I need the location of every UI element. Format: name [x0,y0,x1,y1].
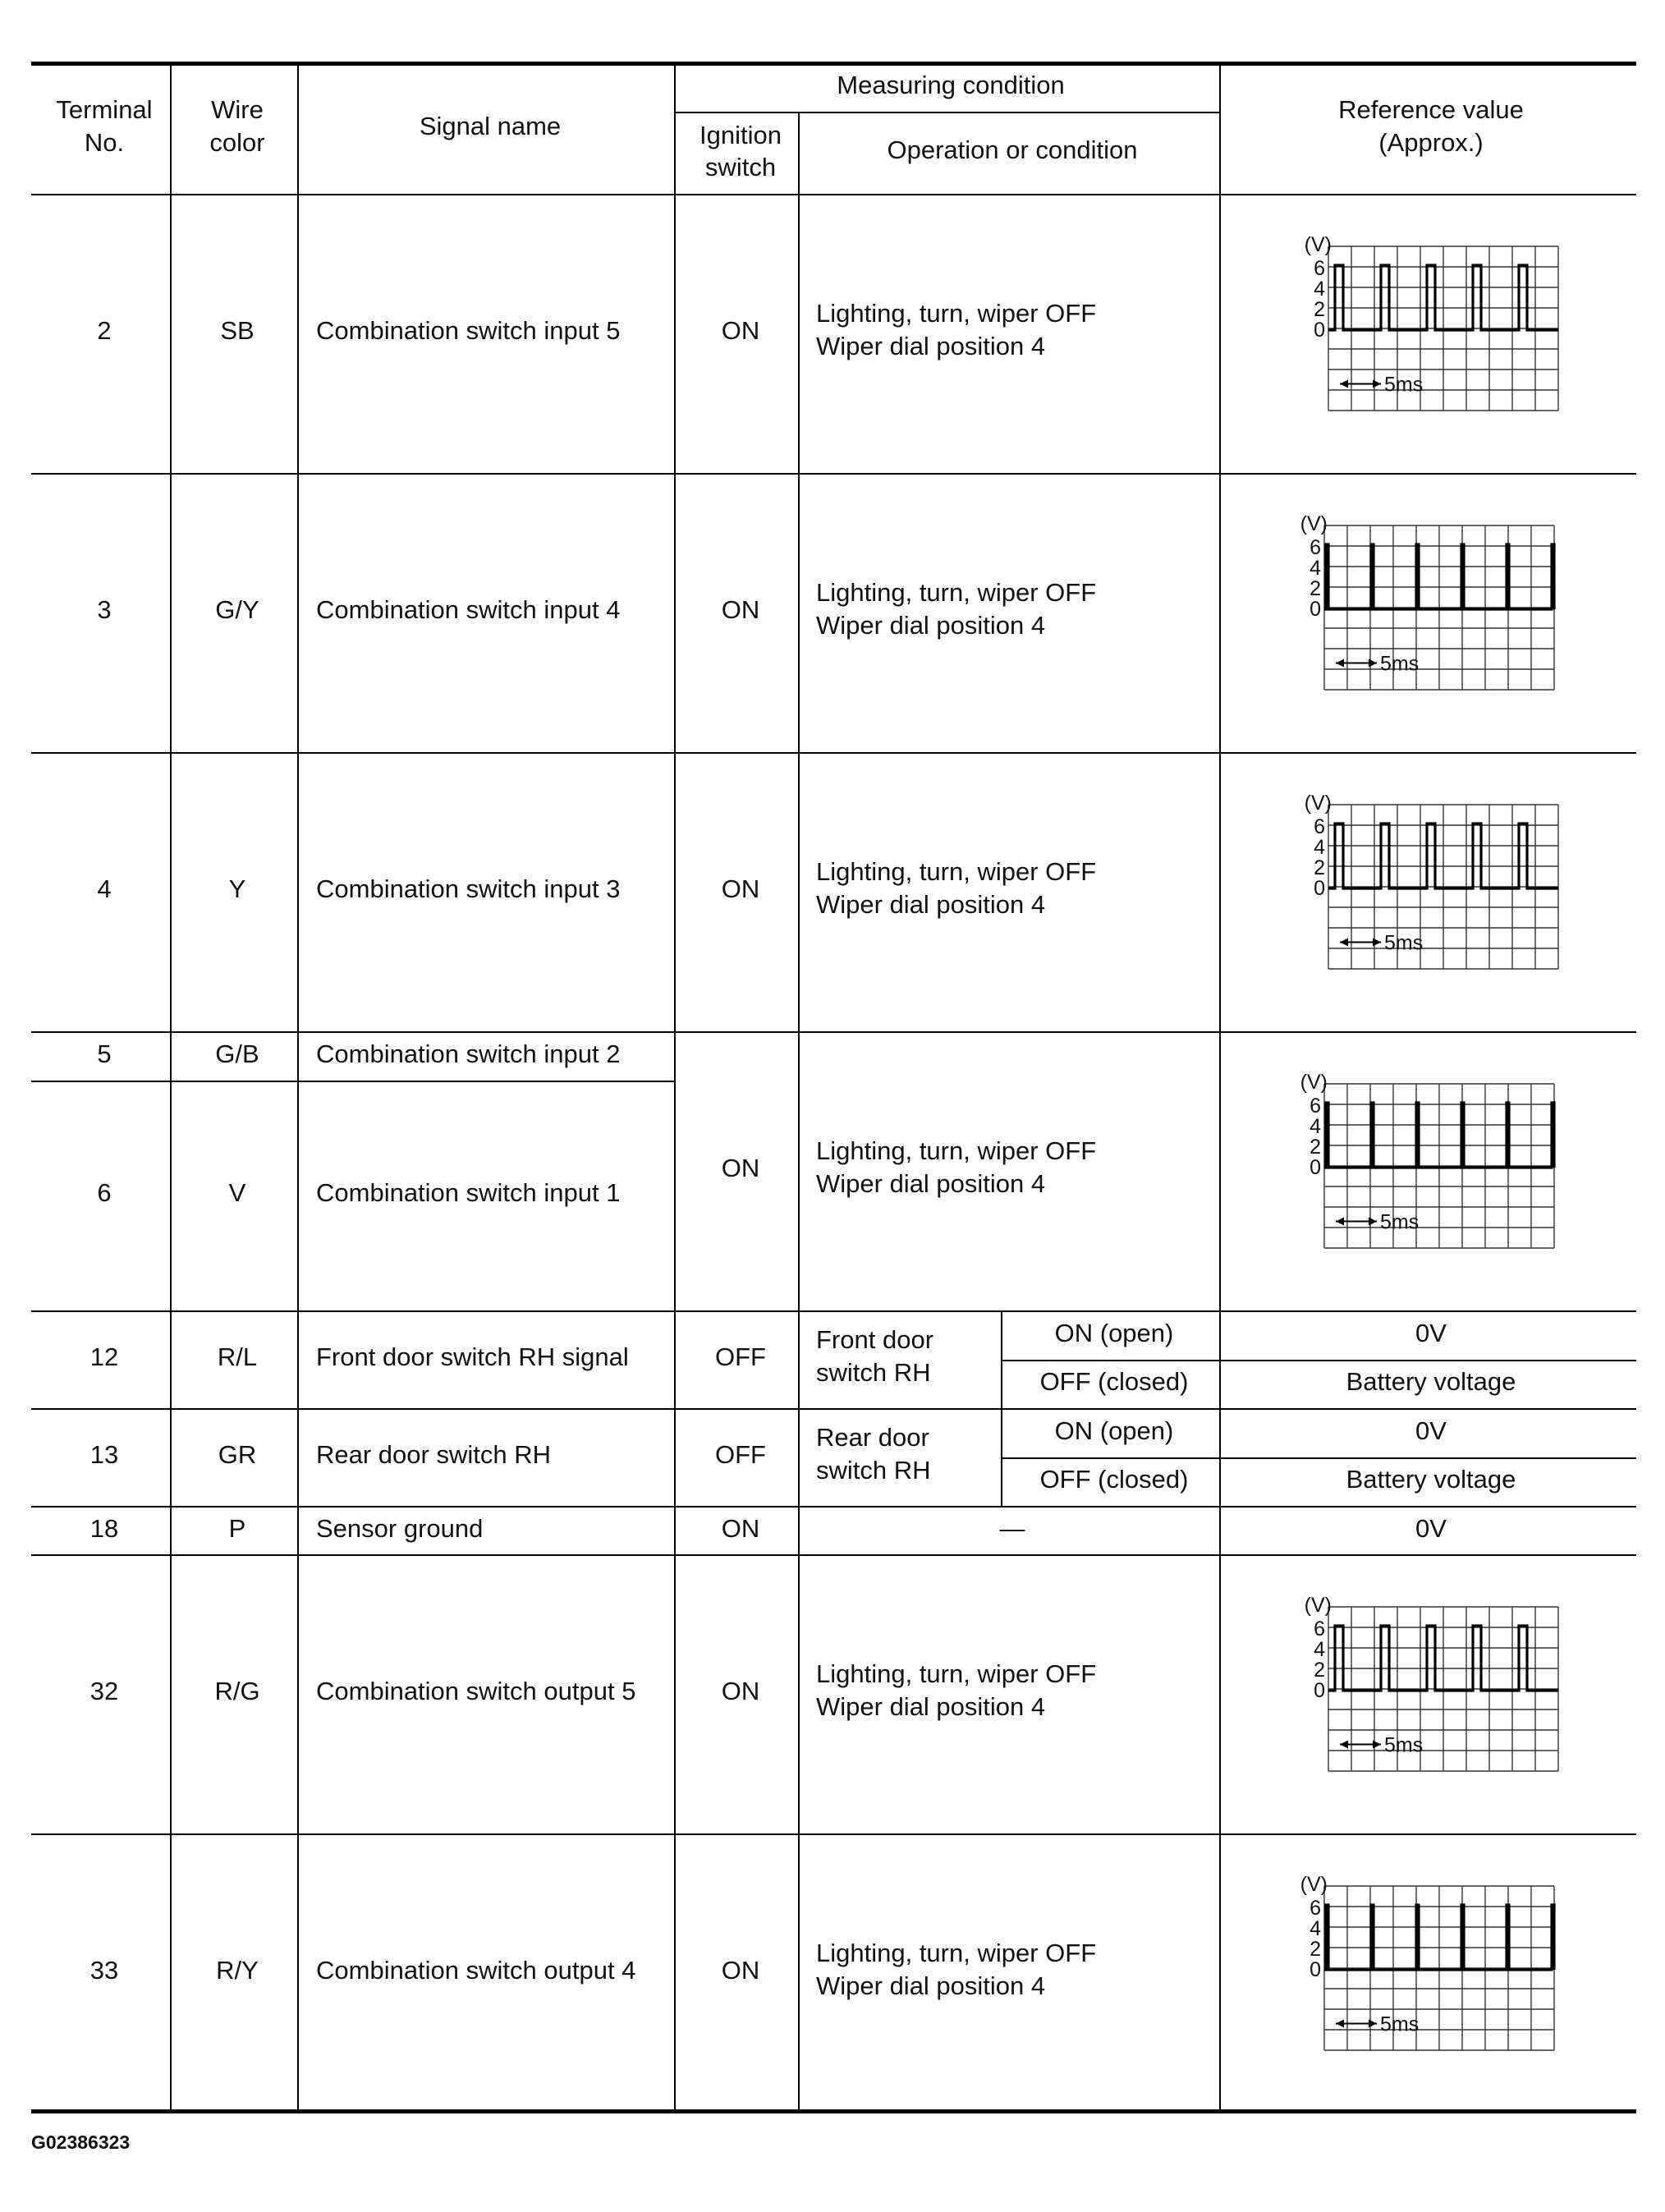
condition-text: Lighting, turn, wiper OFF [816,1939,1097,1967]
col-divider [297,64,299,2111]
signal-name: Combination switch input 1 [316,1178,621,1207]
signal-name: Combination switch input 4 [316,595,621,624]
waveform-tick-label: 6 [1310,536,1321,559]
waveform-tick-label: 0 [1314,319,1325,342]
waveform-svg [1289,1590,1585,1779]
ignition-state: ON [721,595,760,624]
wire-color: R/L [217,1342,258,1371]
header-terminal-no: No. [84,128,125,157]
condition-text: Wiper dial position 4 [816,1169,1046,1198]
signal-name: Rear door switch RH [316,1440,551,1469]
condition-dash: — [999,1514,1025,1543]
header-ignition-switch: Ignition [699,121,782,149]
row-divider [31,1031,1636,1033]
waveform-unit-label: (V) [1304,1594,1332,1617]
terminal-no: 33 [89,1956,119,1985]
signal-name: Sensor ground [316,1514,484,1543]
waveform-graph [1285,1067,1580,1260]
waveform-tick-label: 4 [1314,1638,1325,1661]
wire-color: SB [220,316,255,345]
condition-label: switch RH [816,1456,931,1485]
row-divider-5-6 [31,1081,676,1082]
condition-label: Front door [816,1325,934,1354]
waveform-tick-label: 6 [1310,1897,1321,1920]
waveform-tick-label: 4 [1310,557,1321,580]
waveform-graph [1289,1590,1585,1783]
signal-name: Combination switch input 2 [316,1039,621,1068]
time-scale-label: 5ms [1380,2012,1420,2036]
time-scale-label: 5ms [1384,373,1424,397]
wire-color: P [228,1514,246,1543]
header-signal-name: Signal name [419,112,562,140]
row-divider [31,1506,1636,1508]
col-divider [798,112,800,2111]
terminal-no: 12 [89,1342,119,1371]
waveform-tick-label: 6 [1314,257,1325,280]
wire-color: V [228,1178,246,1207]
waveform-tick-label: 6 [1314,1618,1325,1641]
col-divider [170,64,172,2111]
condition-text: Lighting, turn, wiper OFF [816,857,1097,886]
col-divider [1219,64,1221,2111]
ignition-state: ON [721,1677,760,1705]
waveform-svg [1285,509,1580,698]
ignition-state: ON [721,874,760,903]
table-top-border [31,62,1636,66]
condition-text: Wiper dial position 4 [816,332,1046,360]
waveform-tick-label: 2 [1314,856,1325,879]
header-subdivider [674,112,1221,113]
condition-text: Lighting, turn, wiper OFF [816,578,1097,607]
waveform-tick-label: 0 [1310,598,1321,621]
signal-name: Combination switch output 4 [316,1956,636,1985]
condition-text: Lighting, turn, wiper OFF [816,1136,1097,1165]
waveform-graph [1289,230,1585,423]
row-divider [31,1833,1636,1835]
row-divider [31,1554,1636,1556]
condition-text: Wiper dial position 4 [816,1971,1046,2000]
waveform-tick-label: 4 [1310,1917,1321,1940]
terminal-no: 13 [89,1440,119,1469]
row-divider [31,752,1636,754]
terminal-no: 18 [89,1514,119,1543]
wire-color: R/Y [216,1956,259,1985]
condition-text: Wiper dial position 4 [816,1692,1046,1721]
waveform-tick-label: 2 [1310,1938,1321,1961]
signal-name: Combination switch input 3 [316,874,621,903]
ignition-state: OFF [715,1342,766,1371]
waveform-tick-label: 2 [1314,1659,1325,1682]
waveform-tick-label: 4 [1310,1115,1321,1138]
condition-label: switch RH [816,1358,931,1387]
waveform-grid [1324,525,1554,690]
reference-value: 0V [1415,1416,1447,1445]
switch-state: ON (open) [1054,1319,1174,1347]
row-divider-door-state [1001,1457,1636,1459]
document-id: G02386323 [31,2132,131,2153]
condition-label: Rear door [816,1423,929,1452]
reference-value: 0V [1415,1514,1447,1543]
waveform-tick-label: 2 [1310,1136,1321,1159]
waveform-unit-label: (V) [1304,792,1332,815]
waveform-tick-label: 6 [1310,1095,1321,1117]
row-divider [31,1408,1636,1410]
waveform-tick-label: 4 [1314,836,1325,859]
waveform-unit-label: (V) [1300,1071,1328,1094]
header-reference-value: (Approx.) [1378,128,1484,157]
terminal-no: 5 [97,1039,112,1068]
ignition-state: OFF [715,1440,766,1469]
time-scale-label: 5ms [1380,1210,1420,1234]
row-divider [31,194,1636,195]
condition-text: Wiper dial position 4 [816,890,1046,919]
waveform-svg [1289,788,1585,977]
switch-state: ON (open) [1054,1416,1174,1445]
signal-name: Combination switch output 5 [316,1677,636,1705]
waveform-grid [1324,1886,1554,2050]
waveform-unit-label: (V) [1300,512,1328,535]
switch-state: OFF (closed) [1039,1465,1189,1494]
terminal-no: 2 [97,316,112,345]
reference-value: Battery voltage [1346,1367,1516,1396]
row-divider [31,473,1636,475]
waveform-tick-label: 2 [1314,298,1325,321]
header-measuring-condition: Measuring condition [837,71,1065,99]
waveform-unit-label: (V) [1304,233,1332,256]
table-bottom-border [31,2109,1636,2113]
terminal-no: 4 [97,874,112,903]
ignition-state: ON [721,1154,760,1182]
ignition-state: ON [721,1514,760,1543]
waveform-tick-label: 4 [1314,278,1325,301]
col-divider [674,64,676,2111]
terminal-no: 3 [97,595,112,624]
waveform-tick-label: 0 [1310,1958,1321,1981]
terminal-no: 32 [89,1677,119,1705]
waveform-svg [1289,230,1585,419]
condition-text: Lighting, turn, wiper OFF [816,1659,1097,1688]
waveform-graph [1285,509,1580,702]
waveform-grid [1324,1084,1554,1248]
header-ignition-switch: switch [704,153,777,181]
wire-color: G/Y [215,595,259,624]
time-scale-label: 5ms [1384,1733,1424,1757]
waveform-graph [1289,788,1585,981]
waveform-tick-label: 0 [1314,877,1325,900]
reference-value: 0V [1415,1319,1447,1347]
header-reference-value: Reference value [1338,95,1524,124]
waveform-tick-label: 2 [1310,577,1321,600]
wire-color: Y [228,874,246,903]
ignition-state: ON [721,1956,760,1985]
header-operation: Operation or condition [887,135,1138,164]
header-terminal-no: Terminal [56,95,153,124]
waveform-grid [1328,805,1558,969]
time-scale-label: 5ms [1384,931,1424,955]
switch-state: OFF (closed) [1039,1367,1189,1396]
ignition-state: ON [721,316,760,345]
waveform-svg [1285,1067,1580,1256]
waveform-tick-label: 0 [1310,1156,1321,1179]
signal-name: Front door switch RH signal [316,1342,629,1371]
waveform-grid [1328,1607,1558,1771]
waveform-grid [1328,246,1558,411]
reference-value: Battery voltage [1346,1465,1516,1494]
wire-color: G/B [215,1039,259,1068]
waveform-unit-label: (V) [1300,1873,1328,1896]
wire-color: R/G [214,1677,260,1705]
time-scale-label: 5ms [1380,652,1420,676]
terminal-no: 6 [97,1178,112,1207]
header-wire-color: Wire [211,95,264,124]
condition-text: Lighting, turn, wiper OFF [816,299,1097,328]
waveform-tick-label: 0 [1314,1679,1325,1702]
row-divider [31,1310,1636,1312]
waveform-svg [1285,1870,1580,2058]
header-wire-color: color [209,128,265,157]
waveform-tick-label: 6 [1314,815,1325,838]
waveform-graph [1285,1870,1580,2063]
signal-name: Combination switch input 5 [316,316,621,345]
row-divider-door-state [1001,1360,1636,1361]
wire-color: GR [218,1440,257,1469]
condition-text: Wiper dial position 4 [816,611,1046,640]
